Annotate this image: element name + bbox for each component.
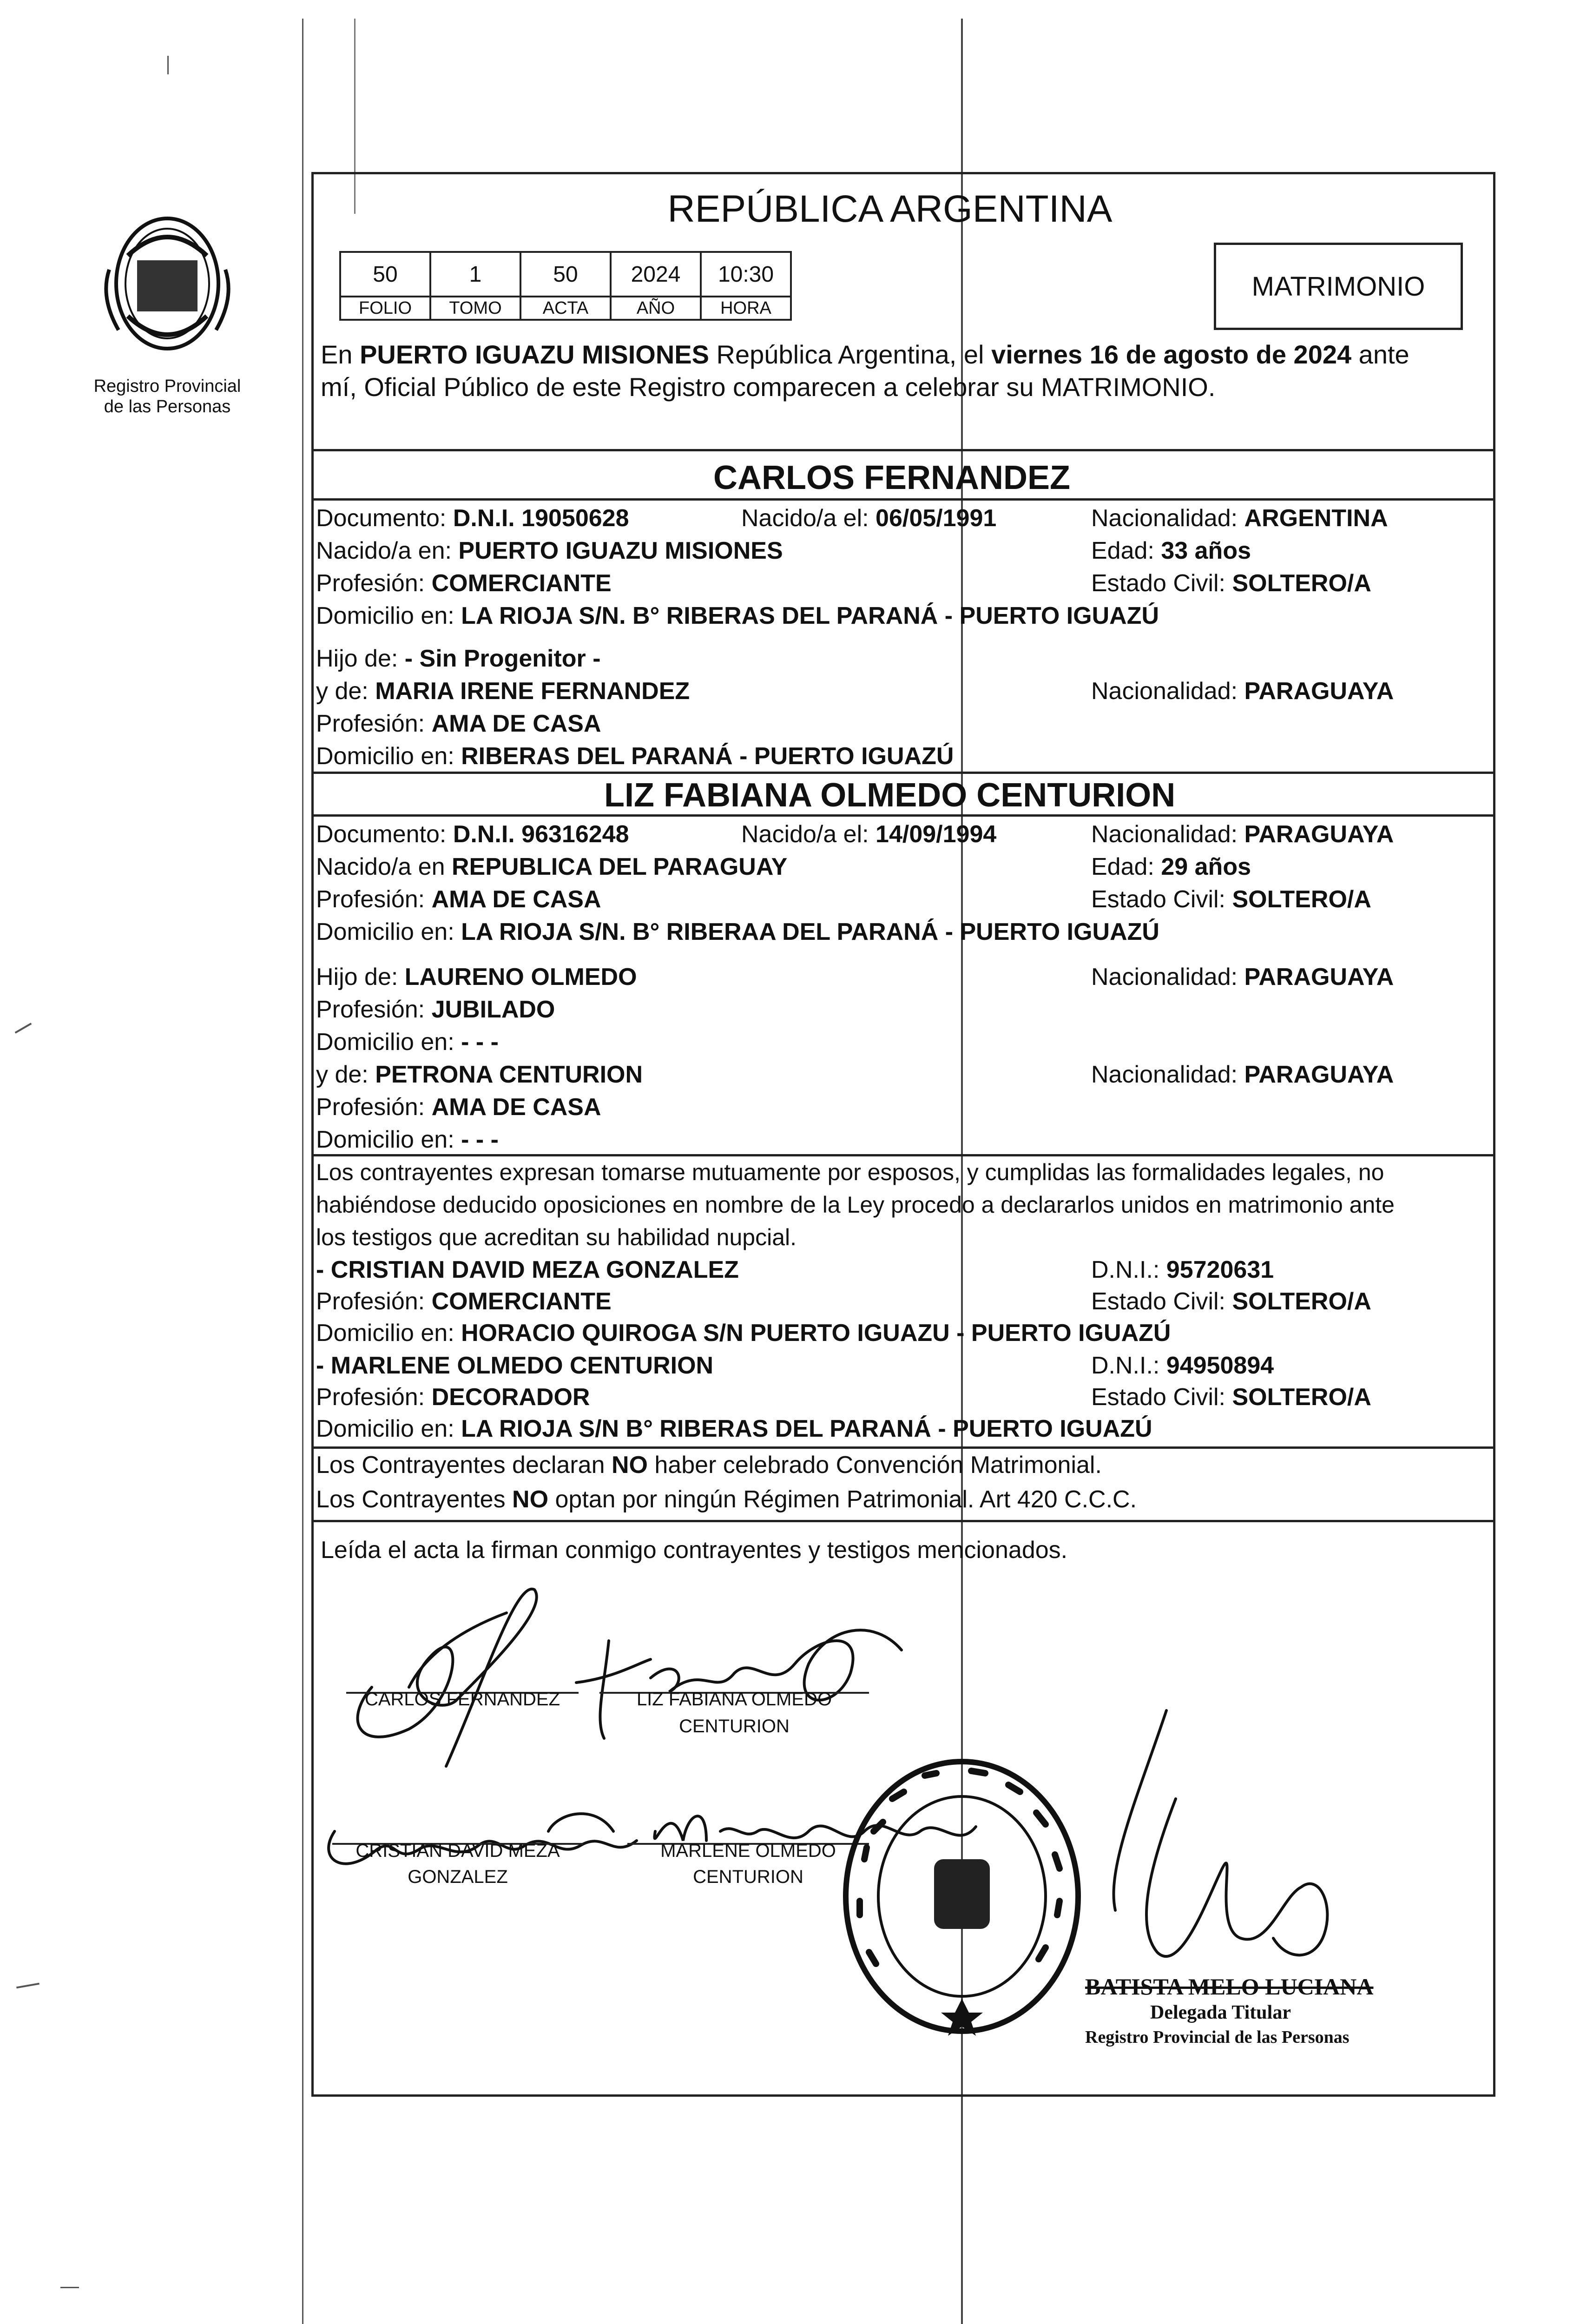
- section-divider: [311, 1446, 1493, 1449]
- official-org: Registro Provincial de las Personas: [1085, 2027, 1350, 2047]
- act-type-box: MATRIMONIO: [1214, 243, 1463, 330]
- party1-nationality: Nacionalidad: ARGENTINA: [1091, 505, 1388, 532]
- scan-mark: [15, 1023, 32, 1033]
- witness1-dni: D.N.I.: 95720631: [1091, 1256, 1274, 1283]
- hour-label: HORA: [701, 297, 791, 320]
- witness2-dni: D.N.I.: 94950894: [1091, 1352, 1274, 1379]
- party2-father: Hijo de: LAURENO OLMEDO: [316, 964, 637, 990]
- country-title: REPÚBLICA ARGENTINA: [667, 188, 1113, 230]
- seal-label-line1: Registro Provincial: [93, 376, 241, 396]
- party2-mother-profession: Profesión: AMA DE CASA: [316, 1094, 601, 1121]
- intro-line2: mí, Oficial Público de este Registro comparecen a celebrar su MATRIMONIO.: [321, 372, 1216, 402]
- declaration-line2: habiéndose deducido oposiciones en nombre de la Ley procedo a declararlos unidos en matrimonio ante: [316, 1192, 1395, 1218]
- section-divider: [311, 1154, 1493, 1156]
- signature-label-1: CARLOS FERNANDEZ: [364, 1689, 560, 1710]
- intro-line1: En PUERTO IGUAZU MISIONES República Argentina, el viernes 16 de agosto de 2024 ante: [321, 340, 1409, 369]
- closing-text: Leída el acta la firman conmigo contrayentes y testigos mencionados.: [321, 1537, 1068, 1564]
- official-name: BATISTA MELO LUCIANA: [1085, 1974, 1374, 2000]
- party1-profession: Profesión: COMERCIANTE: [316, 570, 612, 597]
- seal-emblem-icon: [91, 205, 244, 381]
- party1-father: Hijo de: - Sin Progenitor -: [316, 645, 601, 672]
- party1-age: Edad: 33 años: [1091, 537, 1251, 564]
- witness2-civil-status: Estado Civil: SOLTERO/A: [1091, 1384, 1371, 1411]
- party1-birthplace: Nacido/a en: PUERTO IGUAZU MISIONES: [316, 537, 783, 564]
- signature-label-4a: MARLENE OLMEDO: [660, 1841, 836, 1861]
- witness2-profession: Profesión: DECORADOR: [316, 1384, 590, 1411]
- section-divider: [311, 449, 1493, 451]
- scan-mark: [60, 2287, 79, 2288]
- party2-name: LIZ FABIANA OLMEDO CENTURION: [604, 777, 1176, 814]
- signature-label-3b: GONZALEZ: [408, 1867, 508, 1887]
- acta-value: 50: [520, 252, 611, 297]
- party1-mother-address: Domicilio en: RIBERAS DEL PARANÁ - PUERTO IGUAZÚ: [316, 743, 954, 770]
- official-stamp-icon: [832, 1748, 1092, 2045]
- party2-document: Documento: D.N.I. 96316248: [316, 821, 629, 848]
- party2-mother: y de: PETRONA CENTURION: [316, 1061, 643, 1088]
- party2-age: Edad: 29 años: [1091, 853, 1251, 880]
- fold-line: [302, 19, 303, 2324]
- party1-mother-profession: Profesión: AMA DE CASA: [316, 710, 601, 737]
- party1-birthdate: Nacido/a el: 06/05/1991: [741, 505, 997, 532]
- folio-label: FOLIO: [340, 297, 430, 320]
- party1-civil-status: Estado Civil: SOLTERO/A: [1091, 570, 1371, 597]
- party1-name: CARLOS FERNANDEZ: [713, 459, 1070, 496]
- tomo-label: TOMO: [430, 297, 520, 320]
- witness1-civil-status: Estado Civil: SOLTERO/A: [1091, 1288, 1371, 1315]
- party1-address: Domicilio en: LA RIOJA S/N. B° RIBERAS DEL PARANÁ - PUERTO IGUAZÚ: [316, 602, 1159, 629]
- signature-label-2a: LIZ FABIANA OLMEDO: [636, 1689, 832, 1710]
- register-table: [339, 251, 792, 321]
- official-role: Delegada Titular: [1150, 2002, 1291, 2023]
- signature-label-4b: CENTURION: [693, 1867, 803, 1887]
- hour-value: 10:30: [701, 252, 791, 297]
- witness1-name: - CRISTIAN DAVID MEZA GONZALEZ: [316, 1256, 739, 1283]
- tomo-value: 1: [430, 252, 520, 297]
- convention-line1: Los Contrayentes declaran NO haber celebrado Convención Matrimonial.: [316, 1452, 1102, 1479]
- witness1-address: Domicilio en: HORACIO QUIROGA S/N PUERTO IGUAZU - PUERTO IGUAZÚ: [316, 1320, 1171, 1347]
- seal-label-line2: de las Personas: [104, 397, 231, 416]
- party2-father-nationality: Nacionalidad: PARAGUAYA: [1091, 964, 1394, 990]
- party2-birthplace: Nacido/a en REPUBLICA DEL PARAGUAY: [316, 853, 788, 880]
- folio-value: 50: [340, 252, 430, 297]
- section-divider: [311, 814, 1493, 817]
- section-divider: [311, 1520, 1493, 1522]
- witness2-address: Domicilio en: LA RIOJA S/N B° RIBERAS DEL PARANÁ - PUERTO IGUAZÚ: [316, 1415, 1152, 1442]
- party2-profession: Profesión: AMA DE CASA: [316, 886, 601, 913]
- party2-civil-status: Estado Civil: SOLTERO/A: [1091, 886, 1371, 913]
- party2-father-address: Domicilio en: - - -: [316, 1029, 499, 1056]
- witness1-profession: Profesión: COMERCIANTE: [316, 1288, 612, 1315]
- signature-label-2b: CENTURION: [679, 1716, 790, 1736]
- party2-address: Domicilio en: LA RIOJA S/N. B° RIBERAA DEL PARANÁ - PUERTO IGUAZÚ: [316, 918, 1159, 945]
- party1-document: Documento: D.N.I. 19050628: [316, 505, 629, 532]
- scan-mark: [167, 56, 169, 74]
- party2-mother-nationality: Nacionalidad: PARAGUAYA: [1091, 1061, 1394, 1088]
- section-divider: [311, 498, 1493, 501]
- section-divider: [311, 772, 1493, 774]
- party2-father-profession: Profesión: JUBILADO: [316, 996, 555, 1023]
- provincial-seal: [91, 205, 244, 381]
- party2-nationality: Nacionalidad: PARAGUAYA: [1091, 821, 1394, 848]
- declaration-line3: los testigos que acreditan su habilidad nupcial.: [316, 1224, 797, 1250]
- convention-line2: Los Contrayentes NO optan por ningún Régimen Patrimonial. Art 420 C.C.C.: [316, 1486, 1137, 1513]
- year-label: AÑO: [611, 297, 701, 320]
- party1-mother-nationality: Nacionalidad: PARAGUAYA: [1091, 678, 1394, 705]
- acta-label: ACTA: [520, 297, 611, 320]
- year-value: 2024: [611, 252, 701, 297]
- scan-mark: [16, 1983, 40, 1989]
- signature-label-3a: CRISTIAN DAVID MEZA: [356, 1841, 560, 1861]
- witness2-name: - MARLENE OLMEDO CENTURION: [316, 1352, 714, 1379]
- party2-mother-address: Domicilio en: - - -: [316, 1126, 499, 1153]
- party2-birthdate: Nacido/a el: 14/09/1994: [741, 821, 997, 848]
- party1-mother: y de: MARIA IRENE FERNANDEZ: [316, 678, 690, 705]
- declaration-line1: Los contrayentes expresan tomarse mutuamente por esposos, y cumplidas las formalidades legales, no: [316, 1159, 1384, 1185]
